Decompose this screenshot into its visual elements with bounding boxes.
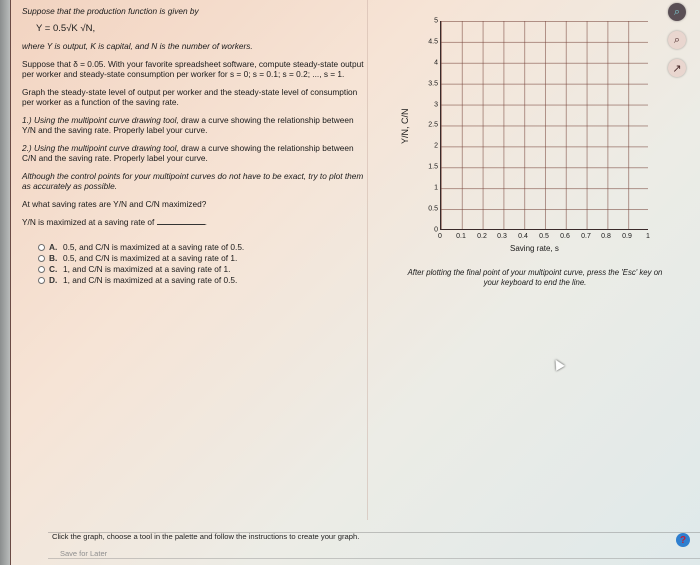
y-tick: 4.5 — [428, 38, 438, 46]
choice-text: 0.5, and C/N is maximized at a saving rate of 1. — [63, 252, 238, 263]
radio-button[interactable] — [38, 244, 45, 251]
x-tick: 0 — [438, 233, 442, 240]
production-function-equation: Y = 0.5√K √N, — [36, 22, 96, 34]
question-panel — [22, 6, 367, 286]
x-axis-label: Saving rate, s — [510, 244, 559, 253]
x-tick: 1 — [646, 233, 650, 240]
help-icon: ? — [679, 534, 687, 546]
choice-text: 0.5, and C/N is maximized at a saving rate of 0.5. — [63, 241, 245, 252]
question-prompt: At what saving rates are Y/N and C/N maximized? — [22, 198, 207, 209]
step-1-lead: 1.) Using the multipoint curve drawing tool, — [22, 114, 179, 125]
bottom-divider — [48, 558, 700, 559]
choice-a[interactable] — [38, 242, 367, 253]
radio-button[interactable] — [38, 255, 45, 262]
y-tick: 2.5 — [428, 121, 438, 129]
question-intro: Suppose that the production function is given by — [22, 6, 199, 16]
choice-letter: C. — [49, 263, 58, 274]
magnifier-icon: ⌕ — [673, 5, 681, 18]
y-tick: 4 — [434, 59, 438, 67]
step-1 — [22, 115, 367, 136]
x-tick: 0.2 — [477, 233, 487, 240]
x-tick: 0.5 — [539, 233, 549, 240]
x-tick: 0.4 — [518, 233, 528, 240]
external-link-icon: ↗ — [672, 62, 682, 75]
step-2 — [22, 143, 367, 164]
choice-c[interactable] — [38, 264, 367, 275]
y-tick: 0.5 — [428, 205, 438, 213]
task-description: Suppose that δ = 0.05. With your favorite spreadsheet software, compute steady-state output per worker and steady-state consumption per worker for s = 0; s = 0.1; s = 0.2; ..., s = 1. — [22, 58, 364, 79]
panel-divider — [367, 0, 368, 520]
y-tick: 3.5 — [428, 80, 438, 88]
radio-button[interactable] — [38, 266, 45, 273]
zoom-button[interactable] — [668, 31, 686, 49]
variable-definitions: where Y is output, K is capital, and N is the number of workers. — [22, 41, 253, 51]
y-axis-label: Y/N, C/N — [400, 108, 410, 144]
answer-choices — [38, 242, 367, 286]
x-tick: 0.6 — [560, 233, 570, 240]
y-tick: 1 — [434, 184, 438, 192]
step-1-text: draw a curve showing the relationship between Y/N and the saving rate. Properly label your curve. — [22, 114, 354, 135]
y-tick: 0 — [434, 226, 438, 234]
x-tick: 0.8 — [601, 233, 611, 240]
accuracy-note: Although the control points for your multipoint curves do not have to be exact, try to plot them as accurately as possible. — [22, 170, 364, 191]
radio-button[interactable] — [38, 277, 45, 284]
x-tick: 0.7 — [581, 233, 591, 240]
graph-instruction: Graph the steady-state level of output per worker and the steady-state level of consumption per worker as a function of the saving rate. — [22, 86, 358, 107]
choice-letter: B. — [49, 252, 58, 263]
y-tick: 3 — [434, 101, 438, 109]
choice-letter: A. — [49, 241, 58, 252]
step-2-text: draw a curve showing the relationship between C/N and the saving rate. Properly label your curve. — [22, 142, 354, 163]
y-tick: 1.5 — [428, 163, 438, 171]
y-tick: 5 — [434, 17, 438, 25]
step-2-lead: 2.) Using the multipoint curve drawing tool, — [22, 142, 179, 153]
graph-canvas[interactable] — [440, 21, 648, 230]
popout-button[interactable] — [668, 59, 686, 77]
save-for-later-button[interactable]: Save for Later — [60, 549, 108, 558]
choice-d[interactable] — [38, 275, 367, 286]
zoom-graph-button[interactable] — [668, 3, 686, 21]
choice-text: 1, and C/N is maximized at a saving rate of 0.5. — [63, 274, 238, 285]
x-tick: 0.3 — [497, 233, 507, 240]
x-tick: 0.9 — [622, 233, 632, 240]
mouse-cursor-icon — [551, 357, 565, 371]
choice-b[interactable] — [38, 253, 367, 264]
screen-bezel — [0, 0, 11, 565]
graph-tool-palette — [668, 3, 690, 87]
fill-in-text: Y/N is maximized at a saving rate of — [22, 217, 155, 227]
graph-note: After plotting the final point of your multipoint curve, press the 'Esc' key on your keyboard to end the line. — [407, 268, 663, 287]
choice-text: 1, and C/N is maximized at a saving rate of 1. — [63, 263, 231, 274]
x-tick: 0.1 — [456, 233, 466, 240]
answer-blank — [157, 216, 205, 225]
search-icon: ⌕ — [673, 33, 681, 46]
graph-area — [398, 14, 668, 262]
help-button[interactable] — [676, 533, 690, 547]
fill-in-statement: Y/N is maximized at a saving rate of . — [22, 217, 207, 227]
y-tick: 2 — [434, 142, 438, 150]
choice-letter: D. — [49, 274, 58, 285]
graph-instructions: Click the graph, choose a tool in the palette and follow the instructions to create your graph. — [52, 532, 360, 541]
